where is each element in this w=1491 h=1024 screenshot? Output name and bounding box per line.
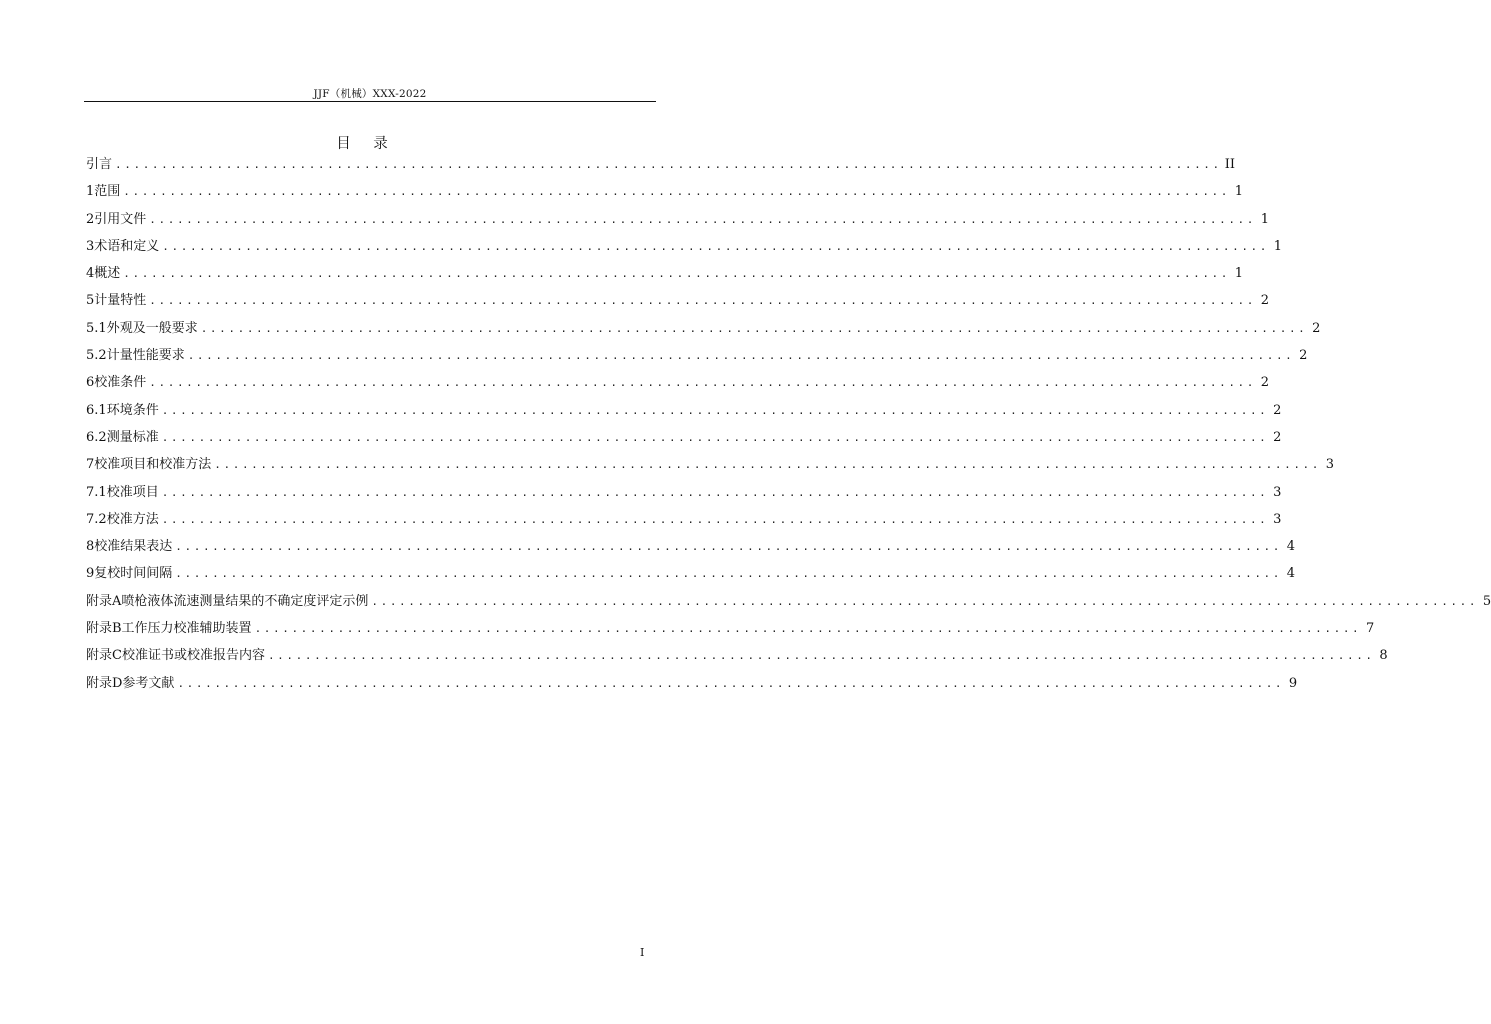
toc-entry-title: 附录A喷枪液体流速测量结果的不确定度评定示例 xyxy=(86,593,369,609)
toc-entry-number: 6.1 xyxy=(86,402,107,418)
toc-leader-dots: ........................................................................................................................ xyxy=(123,267,1231,281)
toc-entry-6-1[interactable] xyxy=(86,399,1282,426)
toc-entry-page: 2 xyxy=(1260,293,1270,309)
toc-entry-title: 术语和定义 xyxy=(94,238,160,254)
toc-entry-page: 1 xyxy=(1234,266,1244,282)
toc-entry-page: 2 xyxy=(1273,402,1282,418)
toc-entry-number: 8 xyxy=(86,539,95,555)
toc-entry-page: 1 xyxy=(1234,184,1244,200)
toc-entry-appendix-b[interactable] xyxy=(86,617,1375,644)
toc-entry-page: 1 xyxy=(1260,211,1270,227)
toc-entry-title: 校准条件 xyxy=(94,375,147,391)
toc-leader-dots: ........................................................................................................................ xyxy=(175,567,1283,581)
toc-entry-page: 3 xyxy=(1325,457,1335,473)
toc-leader-dots: ........................................................................................................................ xyxy=(161,512,1269,526)
toc-leader-dots: ........................................................................................................................ xyxy=(149,212,1257,226)
toc-entry-title: 校准结果表达 xyxy=(94,539,173,555)
toc-entry-number: 5.2 xyxy=(86,348,107,364)
toc-entry-title: 环境条件 xyxy=(106,402,159,418)
toc-entry-title: 复校时间间隔 xyxy=(94,566,173,582)
toc-leader-dots: ........................................................................................................................ xyxy=(123,185,1231,199)
toc-entry-6-2[interactable] xyxy=(86,426,1282,453)
toc-entry-appendix-a[interactable] xyxy=(86,590,1491,617)
toc-leader-dots: ........................................................................................................................ xyxy=(175,540,1283,554)
table-of-contents xyxy=(86,153,1491,699)
toc-entry-title: 言 xyxy=(99,157,113,172)
toc-entry-page: 2 xyxy=(1260,375,1270,391)
toc-leader-dots: ........................................................................................................................ xyxy=(149,376,1257,390)
toc-leader-dots: ........................................................................................................................ xyxy=(115,158,1222,171)
toc-entry-number: 引 xyxy=(86,157,100,172)
toc-entry-page: 4 xyxy=(1286,566,1296,582)
toc-entry-3[interactable] xyxy=(86,235,1283,262)
toc-entry-7-1[interactable] xyxy=(86,481,1282,508)
toc-title: 目 录 xyxy=(336,136,388,152)
toc-entry-preface[interactable] xyxy=(86,153,1236,180)
toc-entry-9[interactable] xyxy=(86,562,1296,589)
toc-leader-dots: ........................................................................................................................ xyxy=(200,321,1308,335)
toc-entry-number: 4 xyxy=(86,266,95,282)
toc-entry-title: 校准项目和校准方法 xyxy=(94,457,212,473)
running-header: JJF（机械）XXX-2022 xyxy=(313,88,427,100)
toc-entry-number: 5.1 xyxy=(86,320,107,336)
toc-entry-title: 概述 xyxy=(94,266,121,282)
toc-entry-2[interactable] xyxy=(86,208,1270,235)
toc-leader-dots: ........................................................................................................................ xyxy=(161,430,1269,444)
toc-entry-title: 引用文件 xyxy=(94,211,147,227)
toc-entry-title: 附录B工作压力校准辅助装置 xyxy=(86,621,252,637)
toc-entry-number: 6.2 xyxy=(86,429,107,445)
toc-entry-page: 1 xyxy=(1273,238,1283,254)
toc-entry-page: 4 xyxy=(1286,539,1296,555)
toc-entry-page: 8 xyxy=(1379,648,1388,664)
toc-entry-number: 1 xyxy=(86,184,95,200)
toc-leader-dots: ........................................................................................................................ xyxy=(162,239,1270,253)
toc-entry-title: 附录D参考文献 xyxy=(86,675,175,691)
toc-leader-dots: ........................................................................................................................ xyxy=(267,649,1375,663)
page-number: I xyxy=(640,946,645,959)
toc-entry-title: 校准方法 xyxy=(106,511,159,527)
toc-leader-dots: ........................................................................................................................ xyxy=(161,403,1269,417)
toc-entry-number: 6 xyxy=(86,375,95,391)
toc-entry-number: 7.2 xyxy=(86,511,107,527)
toc-entry-page: 2 xyxy=(1312,320,1321,336)
toc-entry-number: 2 xyxy=(86,211,95,227)
toc-leader-dots: ........................................................................................................................ xyxy=(177,676,1285,690)
toc-entry-8[interactable] xyxy=(86,535,1296,562)
toc-entry-title: 附录C校准证书或校准报告内容 xyxy=(86,648,265,664)
toc-entry-title: 范围 xyxy=(94,184,121,200)
toc-entry-page: 2 xyxy=(1273,429,1282,445)
toc-leader-dots: ........................................................................................................................ xyxy=(214,458,1322,472)
toc-entry-1[interactable] xyxy=(86,180,1244,207)
toc-entry-5-2[interactable] xyxy=(86,344,1308,371)
toc-entry-page: 7 xyxy=(1366,621,1375,637)
toc-entry-appendix-c[interactable] xyxy=(86,644,1388,671)
toc-entry-5[interactable] xyxy=(86,289,1270,316)
toc-entry-4[interactable] xyxy=(86,262,1244,289)
toc-leader-dots: ........................................................................................................................ xyxy=(149,294,1257,308)
toc-entry-7[interactable] xyxy=(86,453,1335,480)
toc-entry-title: 计量特性 xyxy=(94,293,147,309)
toc-entry-title: 测量标准 xyxy=(106,429,159,445)
toc-entry-page: 2 xyxy=(1299,348,1308,364)
toc-entry-page: II xyxy=(1224,157,1236,172)
toc-leader-dots: ........................................................................................................................ xyxy=(187,349,1295,363)
toc-entry-title: 校准项目 xyxy=(106,484,159,500)
toc-entry-7-2[interactable] xyxy=(86,508,1282,535)
toc-entry-appendix-d[interactable] xyxy=(86,672,1298,699)
toc-entry-number: 3 xyxy=(86,238,95,254)
header-rule xyxy=(84,101,656,102)
toc-entry-number: 9 xyxy=(86,566,95,582)
toc-leader-dots: ........................................................................................................................ xyxy=(254,622,1362,636)
toc-entry-number: 7.1 xyxy=(86,484,107,500)
toc-entry-number: 7 xyxy=(86,457,95,473)
toc-entry-title: 外观及一般要求 xyxy=(106,320,198,336)
toc-leader-dots: ........................................................................................................................ xyxy=(161,485,1269,499)
toc-entry-page: 5 xyxy=(1482,593,1491,609)
toc-entry-page: 3 xyxy=(1273,484,1282,500)
toc-entry-title: 计量性能要求 xyxy=(106,348,185,364)
toc-entry-page: 3 xyxy=(1273,511,1282,527)
toc-entry-5-1[interactable] xyxy=(86,317,1321,344)
toc-entry-6[interactable] xyxy=(86,371,1270,398)
toc-entry-number: 5 xyxy=(86,293,95,309)
toc-leader-dots: ........................................................................................................................ xyxy=(371,594,1479,608)
toc-entry-page: 9 xyxy=(1288,675,1298,691)
